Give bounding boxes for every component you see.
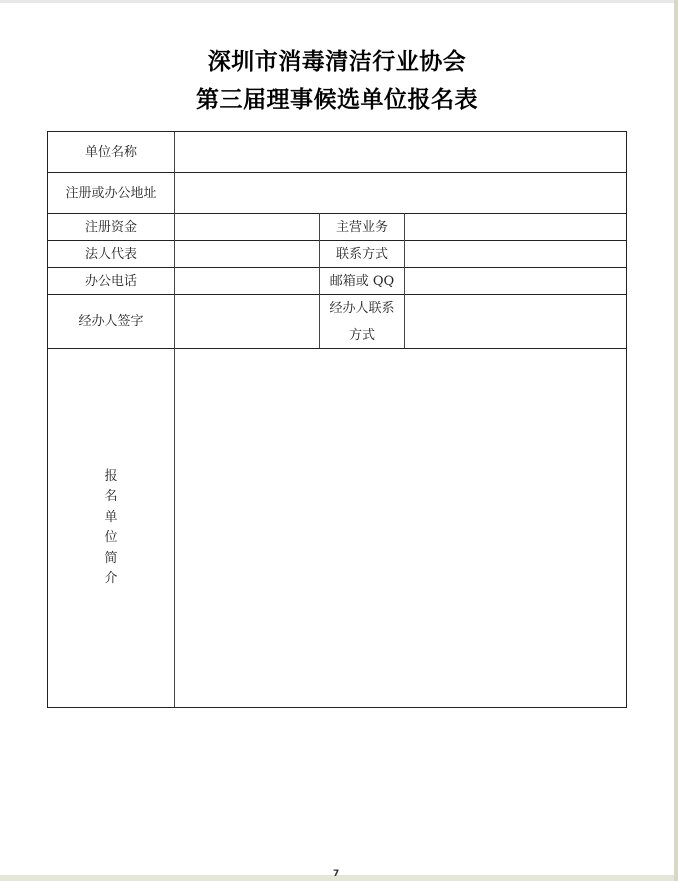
intro-label-char: 报 [104, 468, 118, 484]
main-business-field[interactable] [405, 214, 626, 240]
registration-form-table [47, 131, 627, 708]
handler-signature-field[interactable] [175, 295, 319, 348]
contact-label: 联系方式 [335, 246, 388, 262]
intro-label-char: 名 [104, 489, 118, 504]
handler-signature-label: 经办人签字 [78, 314, 144, 329]
email-qq-label: 邮箱或 QQ [329, 273, 395, 289]
unit-intro-label [48, 349, 174, 707]
main-business-label: 主营业务 [335, 219, 388, 235]
office-phone-field[interactable] [175, 268, 319, 294]
page-number: 7 [333, 869, 340, 879]
unit-name-field[interactable] [175, 132, 626, 172]
handler-contact-label-line2: 方式 [348, 327, 375, 343]
address-field[interactable] [175, 173, 626, 213]
legal-rep-field[interactable] [175, 241, 319, 267]
unit-intro-field[interactable] [175, 349, 626, 707]
viewer-top-edge [0, 0, 678, 3]
contact-field[interactable] [405, 241, 626, 267]
address-label: 注册或办公地址 [65, 185, 157, 201]
intro-label-char: 位 [104, 530, 118, 545]
registered-capital-field[interactable] [175, 214, 319, 240]
handler-contact-label-line1: 经办人联系 [329, 300, 395, 316]
handler-contact-field[interactable] [405, 295, 626, 348]
handler-contact-label [320, 295, 404, 348]
unit-name-label: 单位名称 [84, 144, 137, 160]
document-title-line1: 深圳市消毒清洁行业协会 [207, 49, 467, 75]
office-phone-label: 办公电话 [84, 273, 137, 289]
intro-label-char: 简 [104, 550, 118, 566]
email-qq-field[interactable] [405, 268, 626, 294]
registered-capital-label: 注册资金 [84, 219, 137, 235]
intro-label-char: 介 [104, 571, 118, 586]
intro-label-char: 单 [104, 509, 118, 525]
document-title-line2: 第三届理事候选单位报名表 [196, 87, 478, 113]
document-page [0, 3, 674, 879]
legal-rep-label: 法人代表 [84, 246, 137, 262]
viewer-right-edge [674, 0, 678, 881]
